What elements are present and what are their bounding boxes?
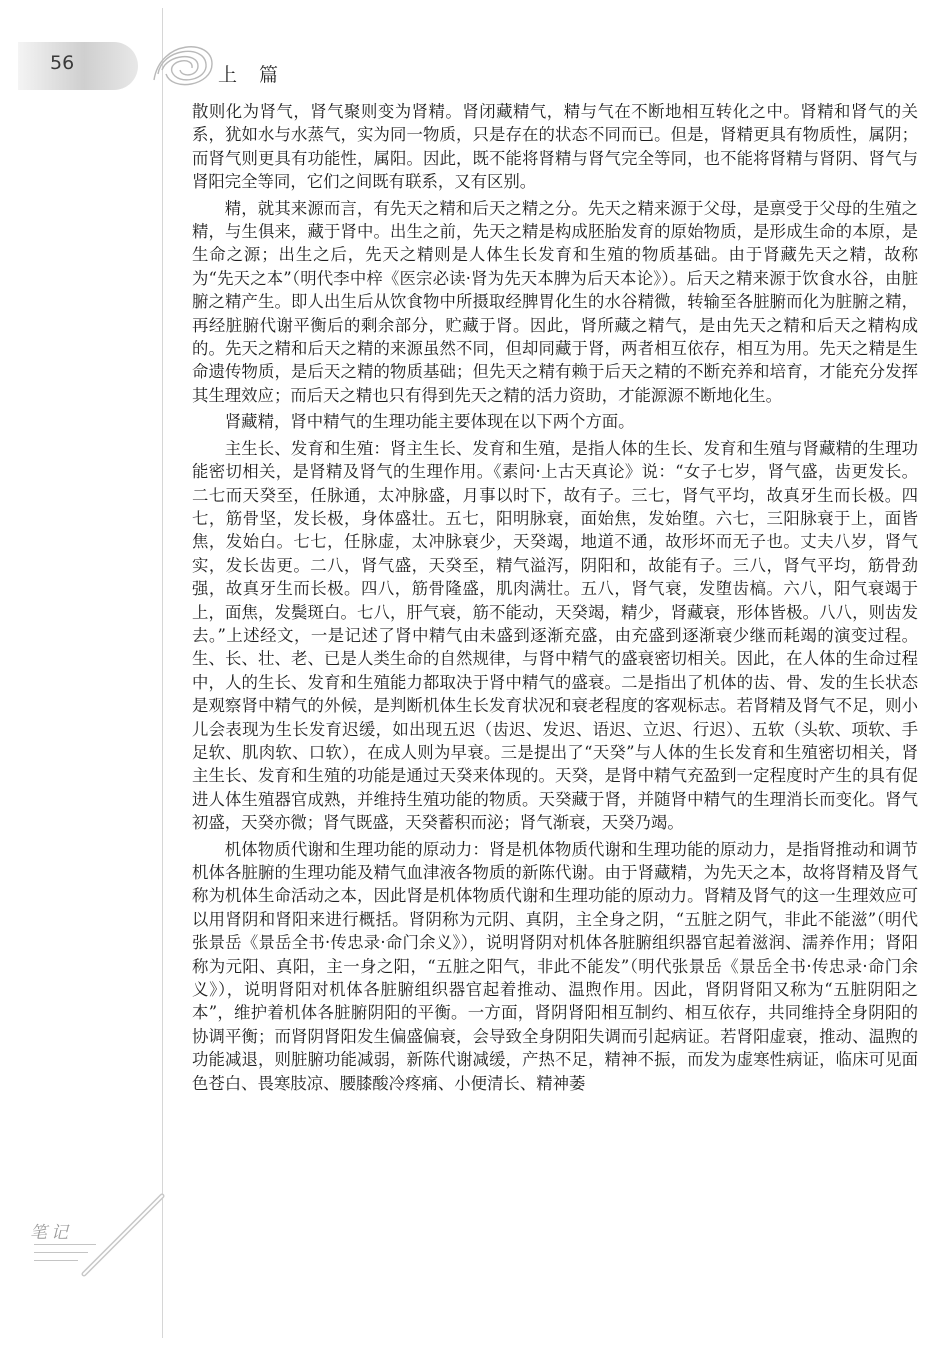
pen-icon [70, 1192, 170, 1282]
notes-area [30, 1218, 160, 1298]
notes-label: 笔记 [30, 1223, 72, 1243]
section-title: 上篇 [218, 64, 301, 86]
paragraph: 主生长、发育和生殖：肾主生长、发育和生殖，是指人体的生长、发育和生殖与肾藏精的生理功能密切相关，是肾精及肾气的生理作用。《素问·上古天真论》说：“女子七岁，肾气盛，齿更发长。二七而天癸至，任脉通，太冲脉盛，月事以时下，故有子。三七，肾气平均，故真牙生而长极。四七，筋骨坚，发长极，身体盛壮。五七，阳明脉衰，面始焦，发始堕。六七，三阳脉衰于上，面皆焦，发始白。七七，任脉虚，太冲脉衰少，天癸竭，地道不通，故形坏而无子也。丈夫八岁，肾气实，发长齿更。二八，肾气盛，天癸至，精气溢泻，阴阳和，故能有子。三八，肾气平均，筋骨劲强，故真牙生而长极。四八，筋骨隆盛，肌肉满壮。五八，肾气衰，发堕齿槁。六八，阳气衰竭于上，面焦，发鬓斑白。七八，肝气衰，筋不能动，天癸竭，精少，肾藏衰，形体皆极。八八，则齿发去。”上述经文，一是记述了肾中精气由未盛到逐渐充盛，由充盛到逐渐衰少继而耗竭的演变过程。生、长、壮、老、已是人类生命的自然规律，与肾中精气的盛衰密切相关。因此，在人体的生命过程中，人的生长、发育和生殖能力都取决于肾中精气的盛衰。二是指出了机体的齿、骨、发的生长状态是观察肾中精气的外候，是判断机体生长发育状况和衰老程度的客观标志。若肾精及肾气不足，则小儿会表现为生长发育迟缓，如出现五迟（齿迟、发迟、语迟、立迟、行迟）、五软（头软、项软、手足软、肌肉软、口软），在成人则为早衰。三是提出了“天癸”与人体的生长发育和生殖密切相关，肾主生长、发育和生殖的功能是通过天癸来体现的。天癸，是肾中精气充盈到一定程度时产生的具有促进人体生殖器官成熟，并维持生殖功能的物质。天癸藏于肾，并随肾中精气的生理消长而变化。肾气初盛，天癸亦微；肾气既盛，天癸蓄积而泌；肾气渐衰，天癸乃竭。 [192, 438, 918, 833]
paragraph: 机体物质代谢和生理功能的原动力：肾是机体物质代谢和生理功能的原动力，是指肾推动和调节机体各脏腑的生理功能及精气血津液各物质的新陈代谢。由于肾藏精，为先天之本，故将肾精及肾气称为机体生命活动之本，因此肾是机体物质代谢和生理功能的原动力。肾精及肾气的这一生理效应可以用肾阴和肾阳来进行概括。肾阴称为元阴、真阴，主全身之阴，“五脏之阴气，非此不能滋”（明代张景岳《景岳全书·传忠录·命门余义》），说明肾阴对机体各脏腑组织器官起着滋润、濡养作用；肾阳称为元阳、真阳，主一身之阳，“五脏之阳气，非此不能发”（明代张景岳《景岳全书·传忠录·命门余义》），说明肾阳对机体各脏腑组织器官起着推动、温煦作用。因此，肾阴肾阳又称为“五脏阴阳之本”，维护着机体各脏腑阴阳的平衡。一方面，肾阴肾阳相互制约、相互依存，共同维持全身阴阳的协调平衡；而肾阴肾阳发生偏盛偏衰，会导致全身阴阳失调而引起病证。若肾阳虚衰，推动、温煦的功能减退，则脏腑功能减弱，新陈代谢减缓，产热不足，精神不振，而发为虚寒性病证，临床可见面色苍白、畏寒肢凉、腰膝酸冷疼痛、小便清长、精神萎 [192, 839, 918, 1093]
body-text [192, 100, 918, 1098]
decorative-swirl-icon [148, 34, 218, 96]
page-number-tab [18, 42, 138, 90]
page-margin-line [162, 8, 163, 1338]
page-number: 56 [50, 52, 75, 74]
paragraph: 精，就其来源而言，有先天之精和后天之精之分。先天之精来源于父母，是禀受于父母的生殖之精，与生俱来，藏于肾中。出生之前，先天之精是构成胚胎发育的原始物质，是形成生命的本原，是生命之源；出生之后，先天之精则是人体生长发育和生殖的物质基础。由于肾藏先天之精，故称为“先天之本”（明代李中梓《医宗必读·肾为先天本脾为后天本论》）。后天之精来源于饮食水谷，由脏腑之精产生。即人出生后从饮食物中所摄取经脾胃化生的水谷精微，转输至各脏腑而化为脏腑之精，再经脏腑代谢平衡后的剩余部分，贮藏于肾。因此，肾所藏之精气，是由先天之精和后天之精构成的。先天之精和后天之精的来源虽然不同，但却同藏于肾，两者相互依存，相互为用。先天之精是生命遗传物质，是后天之精的物质基础；但先天之精有赖于后天之精的不断充养和培育，才能充分发挥其生理效应；而后天之精也只有得到先天之精的活力资助，才能源源不断地化生。 [192, 198, 918, 405]
paragraph: 散则化为肾气，肾气聚则变为肾精。肾闭藏精气，精与气在不断地相互转化之中。肾精和肾气的关系，犹如水与水蒸气，实为同一物质，只是存在的状态不同而已。但是，肾精更具有物质性，属阴；而肾气则更具有功能性，属阳。因此，既不能将肾精与肾气完全等同，也不能将肾精与肾阴、肾气与肾阳完全等同，它们之间既有联系，又有区别。 [192, 102, 918, 192]
paragraph: 肾藏精，肾中精气的生理功能主要体现在以下两个方面。 [224, 412, 635, 432]
